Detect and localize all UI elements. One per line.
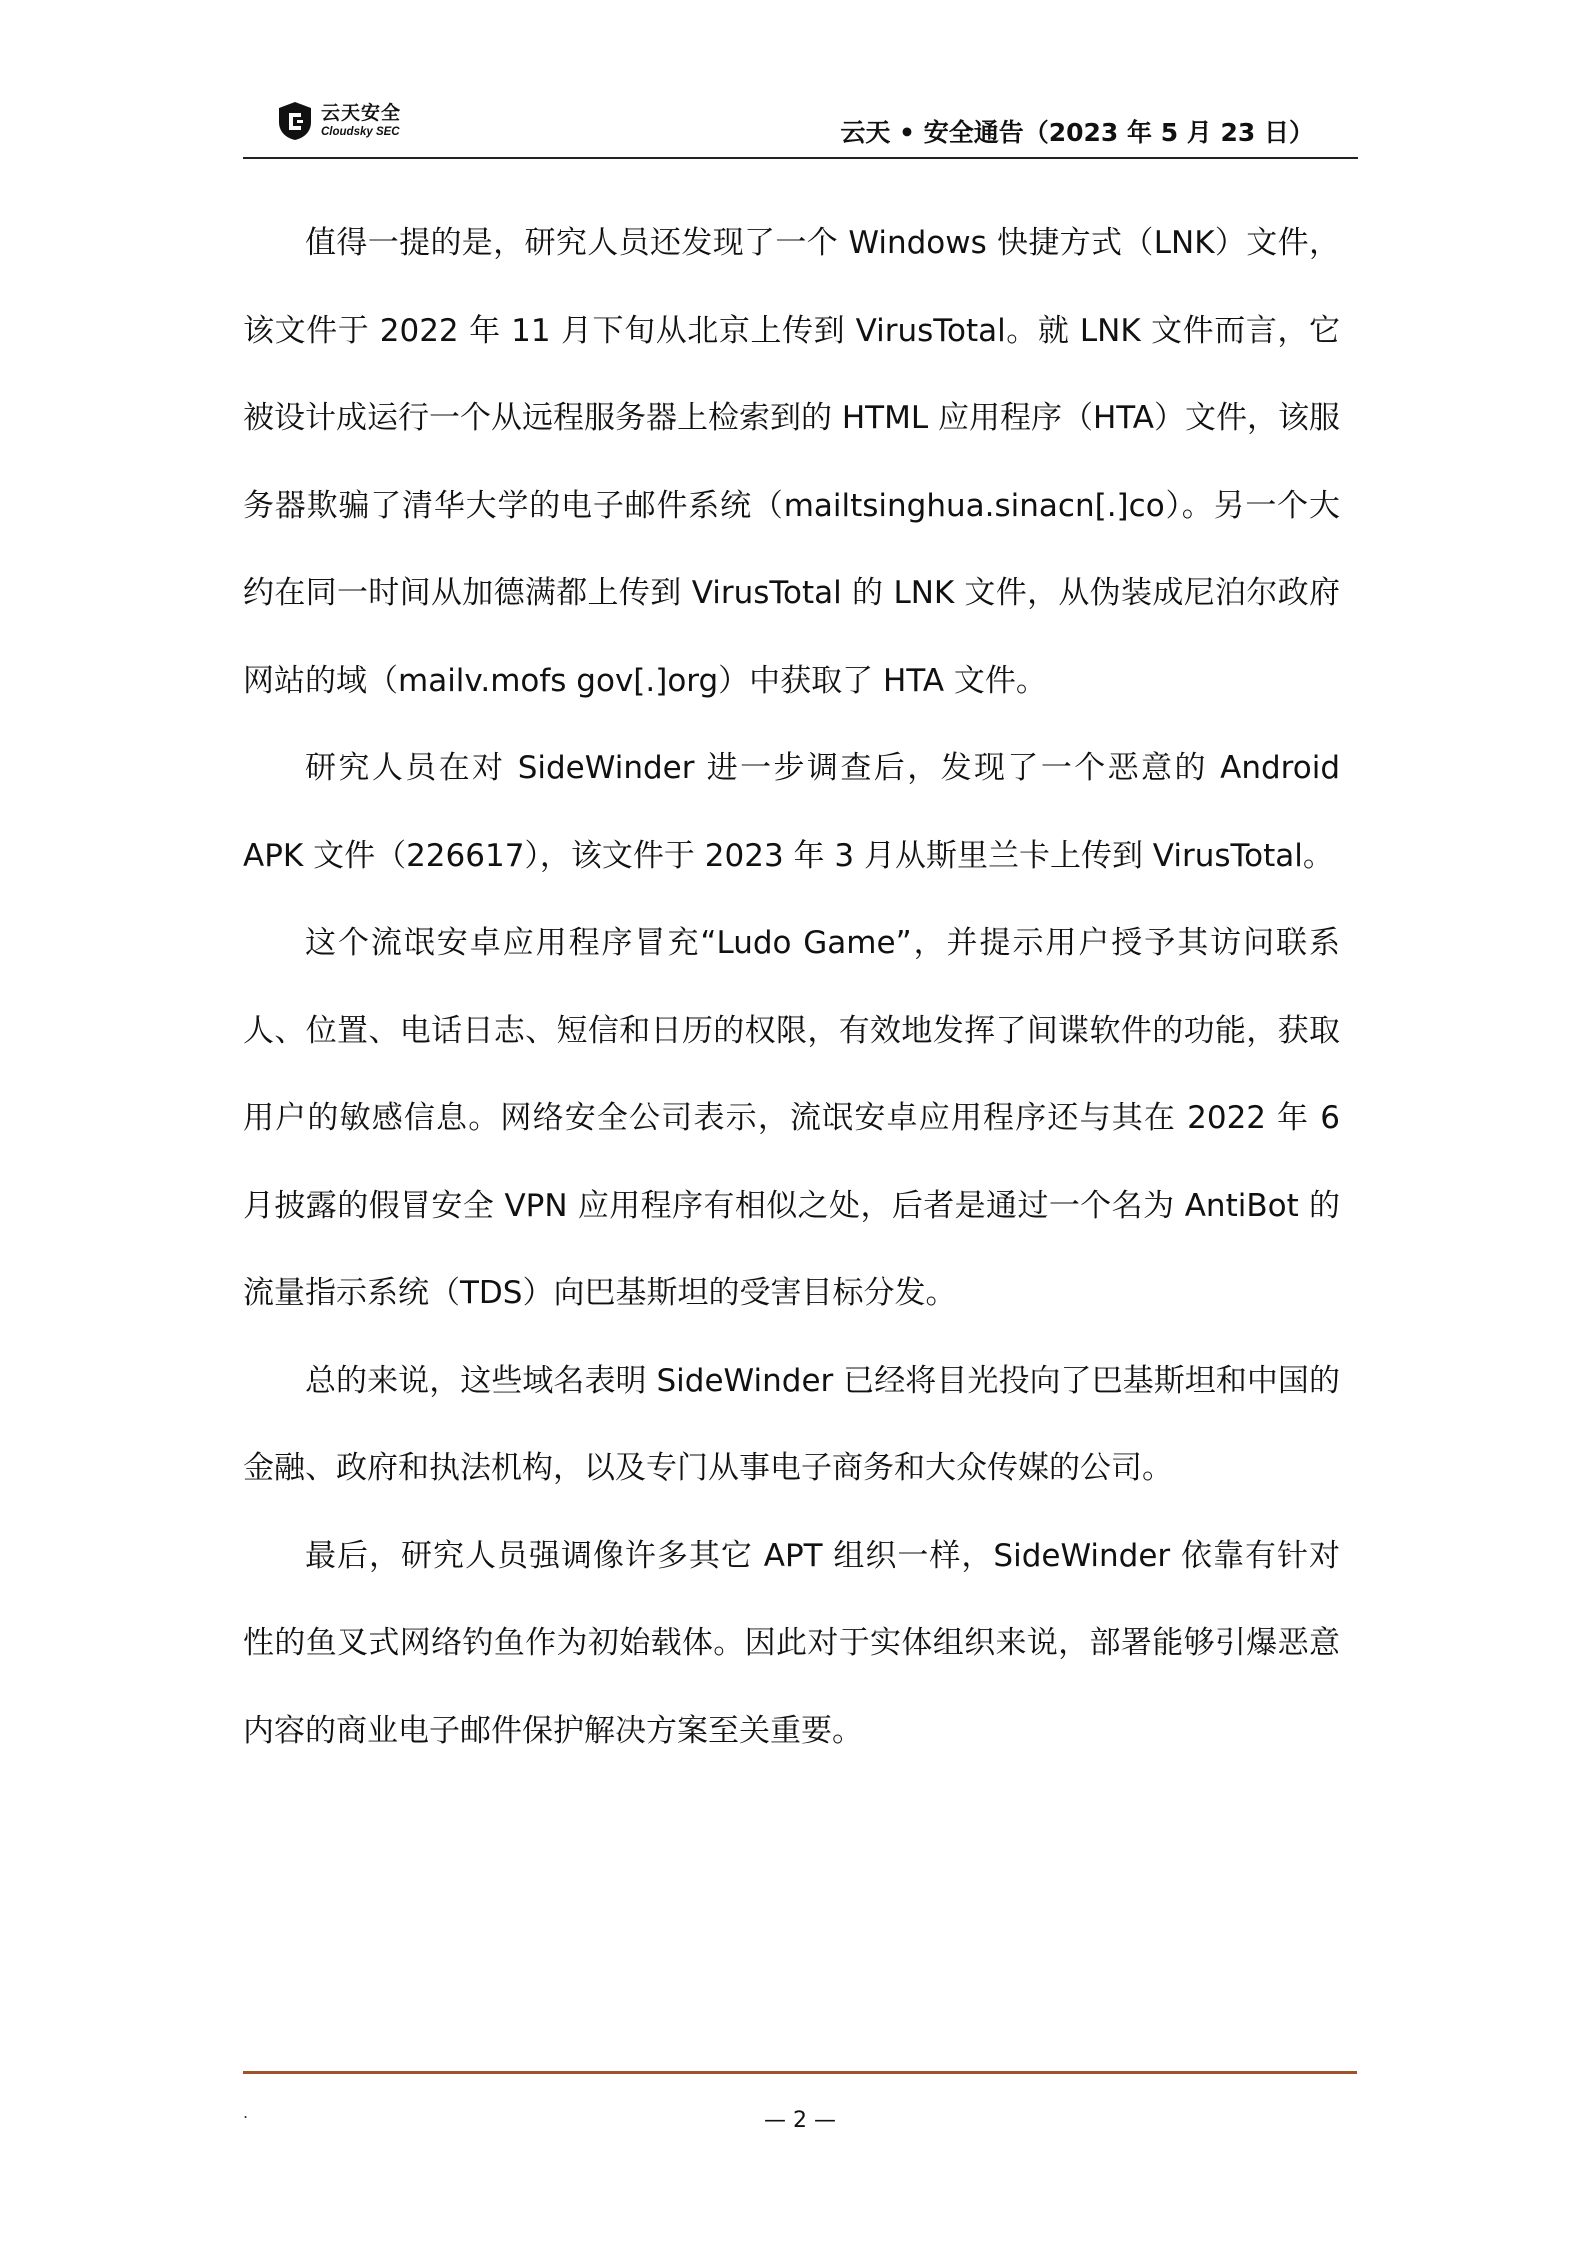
page-header [243,95,1358,159]
paragraph-summary: 总的来说，这些域名表明 SideWinder 已经将目光投向了巴基斯坦和中国的金融、政府和执法机构，以及专门从事电子商务和大众传媒的公司。 [243,1362,1340,1486]
paragraph-android-apk: 研究人员在对 SideWinder 进一步调查后，发现了一个恶意的 Android APK 文件（226617），该文件于 2023 年 3 月从斯里兰卡上传到 VirusTotal。 [243,750,1340,874]
company-logo [277,97,401,145]
footer-divider [243,2071,1357,2074]
document-body [243,200,1340,1775]
page-number: — 2 — [764,2108,836,2133]
shield-logo-icon [277,101,313,141]
paragraph-lnk-files: 值得一提的是，研究人员还发现了一个 Windows 快捷方式（LNK）文件，该文件于 2022 年 11 月下旬从北京上传到 VirusTotal。就 LNK 文件而言，它被设计成运行一个从远程服务器上检索到的 HTML 应用程序（HTA）文件，该服务器欺骗了清华大学的电子邮件系统（mailtsinghua.sinacn[.]co）。另一个大约在同一时间从加德满都上传到 VirusTotal 的 LNK 文件，从伪装成尼泊尔政府网站的域（mailv.mofs gov[.]org）中获取了 HTA 文件。 [243,225,1341,699]
logo-english-name: Cloudsky SEC [321,125,400,138]
bulletin-title: 云天 • 安全通告（2023 年 5 月 23 日） [840,118,1314,147]
footer-mark: . [243,2103,249,2122]
paragraph-ludo-game: 这个流氓安卓应用程序冒充“Ludo Game”，并提示用户授予其访问联系人、位置、电话日志、短信和日历的权限，有效地发挥了间谍软件的功能，获取用户的敏感信息。网络安全公司表示，流氓安卓应用程序还与其在 2022 年 6 月披露的假冒安全 VPN 应用程序有相似之处，后者是通过一个名为 AntiBot 的流量指示系统（TDS）向巴基斯坦的受害目标分发。 [243,925,1340,1311]
paragraph-conclusion: 最后，研究人员强调像许多其它 APT 组织一样，SideWinder 依靠有针对性的鱼叉式网络钓鱼作为初始载体。因此对于实体组织来说，部署能够引爆恶意内容的商业电子邮件保护解决方案至关重要。 [243,1537,1340,1749]
logo-chinese-name: 云天安全 [321,101,402,124]
